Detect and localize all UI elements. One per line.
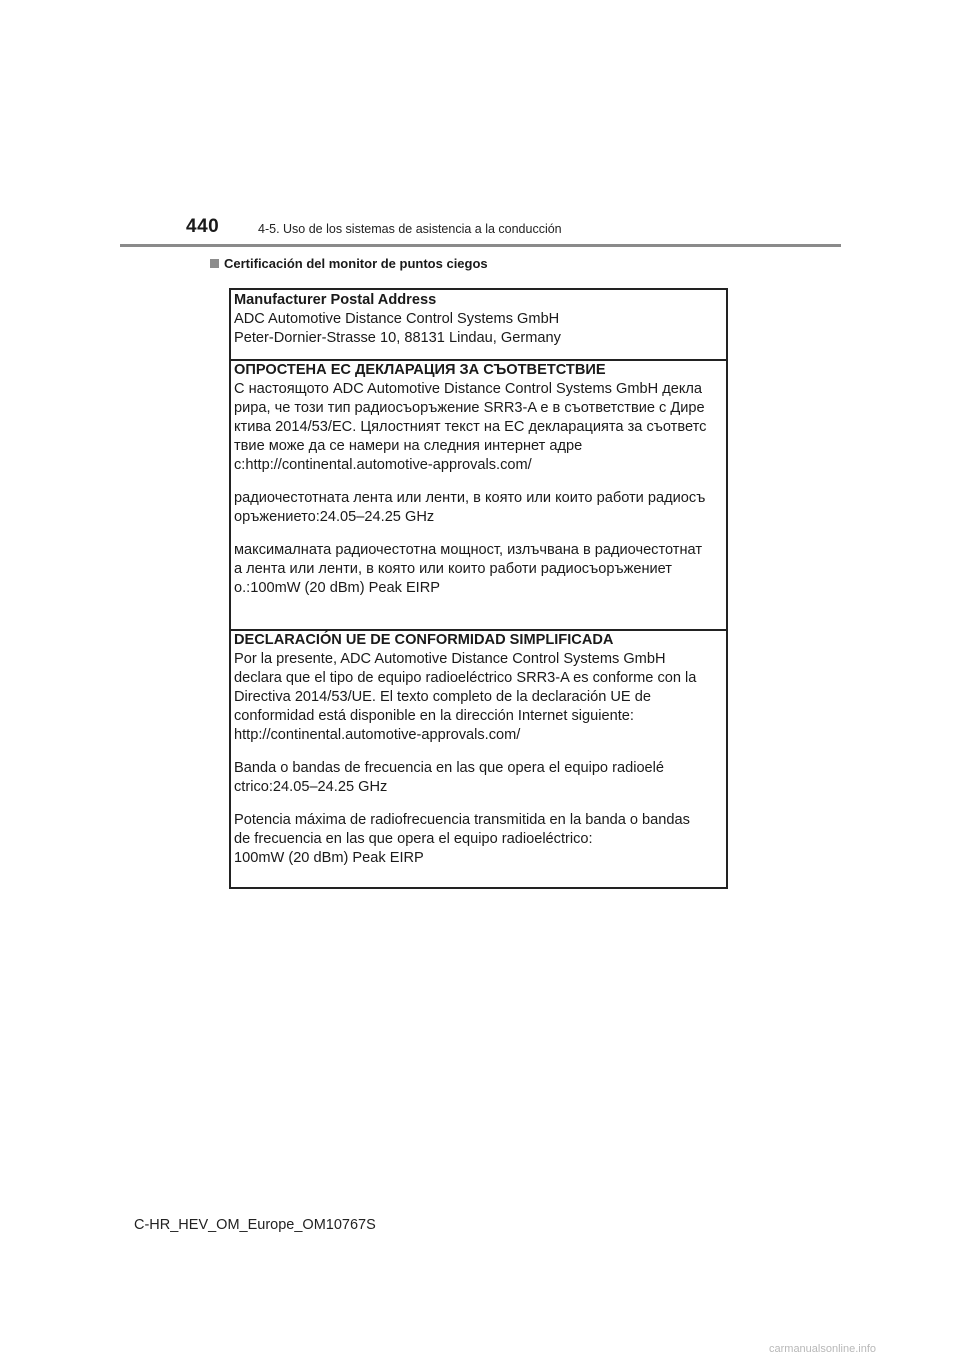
bulgarian-section (231, 361, 726, 629)
manufacturer-section (231, 291, 726, 359)
bulgarian-text-line: рира, че този тип радиосъоръжение SRR3-A е в съответствие с Дире (234, 400, 705, 416)
paragraph-gap (234, 745, 723, 759)
spanish-text-line: Directiva 2014/53/UE. El texto completo de la declaración UE de (234, 689, 651, 705)
page-number: 440 (186, 216, 220, 237)
spanish-text-line: Potencia máxima de radiofrecuencia transmitida en la banda o bandas (234, 812, 690, 828)
spanish-text-line: conformidad está disponible en la dirección Internet siguiente: (234, 708, 634, 724)
bulgarian-text-line: радиочестотната лента или ленти, в която или които работи радиосъ (234, 490, 706, 506)
spanish-section (231, 631, 726, 889)
paragraph-gap (234, 475, 723, 489)
spanish-text-line: 100mW (20 dBm) Peak EIRP (234, 850, 424, 866)
spanish-text-line: ctrico:24.05–24.25 GHz (234, 779, 388, 795)
document-id: C-HR_HEV_OM_Europe_OM10767S (134, 1217, 376, 1233)
spanish-title: DECLARACIÓN UE DE CONFORMIDAD SIMPLIFICADA (234, 632, 614, 648)
paragraph-gap (234, 797, 723, 811)
spanish-text-line: Por la presente, ADC Automotive Distance Control Systems GmbH (234, 651, 666, 667)
bulgarian-text-line: а лента или ленти, в която или които работи радиосъоръжениет (234, 561, 672, 577)
spanish-text-line: declara que el tipo de equipo radioeléctrico SRR3-A es conforme con la (234, 670, 697, 686)
section-heading (210, 256, 488, 271)
bulgarian-title: ОПРОСТЕНА ЕС ДЕКЛАРАЦИЯ ЗА СЪОТВЕТСТВИЕ (234, 362, 606, 378)
bulgarian-text-line: с:http://continental.automotive-approvals.com/ (234, 457, 532, 473)
bulgarian-text-line: о.:100mW (20 dBm) Peak EIRP (234, 580, 441, 596)
manufacturer-line: Peter-Dornier-Strasse 10, 88131 Lindau, Germany (234, 330, 561, 346)
manufacturer-line: ADC Automotive Distance Control Systems GmbH (234, 311, 560, 327)
spanish-text-line: http://continental.automotive-approvals.com/ (234, 727, 521, 743)
manufacturer-title: Manufacturer Postal Address (234, 292, 437, 308)
watermark: carmanualsonline.info (769, 1343, 877, 1355)
header-rule (120, 244, 841, 247)
square-bullet-icon (210, 259, 219, 268)
bulgarian-text-line: С настоящото ADC Automotive Distance Control Systems GmbH декла (234, 381, 703, 397)
paragraph-gap (234, 527, 723, 541)
section-heading-text: Certificación del monitor de puntos ciegos (224, 256, 488, 271)
spanish-text-line: de frecuencia en las que opera el equipo radioeléctrico: (234, 831, 593, 847)
spanish-text-line: Banda o bandas de frecuencia en las que opera el equipo radioelé (234, 760, 665, 776)
section-header: 4-5. Uso de los sistemas de asistencia a la conducción (258, 222, 562, 236)
bulgarian-text-line: максималната радиочестотна мощност, излъчвана в радиочестотнат (234, 542, 703, 558)
bulgarian-text-line: ктива 2014/53/ЕС. Цялостният текст на ЕС декларацията за съответс (234, 419, 707, 435)
declaration-box (229, 288, 728, 889)
bulgarian-text-line: оръжението:24.05–24.25 GHz (234, 509, 435, 525)
bulgarian-text-line: твие може да се намери на следния интернет адре (234, 438, 583, 454)
